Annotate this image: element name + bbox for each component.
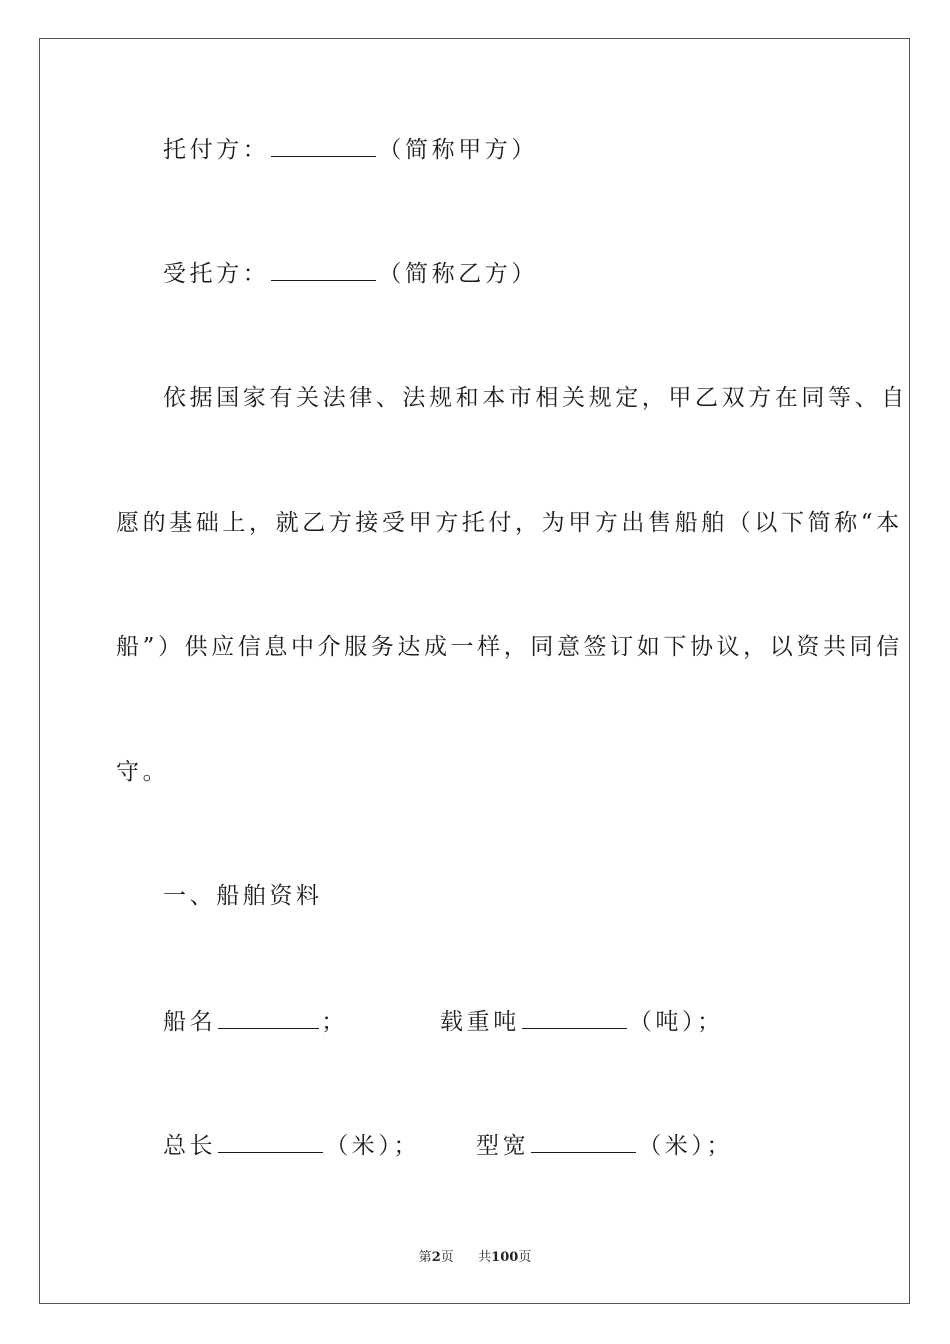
intro-line-2: 愿的基础上，就乙方接受甲方托付，为甲方出售船舶（以下简称“本	[116, 510, 903, 536]
ship-name-blank[interactable]	[218, 1006, 319, 1029]
intro-line-4: 守。	[116, 759, 170, 785]
intro-line-1: 依据国家有关法律、法规和本市相关规定，甲乙双方在同等、自	[163, 385, 908, 411]
page-prefix: 第	[418, 1250, 432, 1265]
page-border	[39, 38, 910, 1304]
deadweight-field	[440, 1006, 724, 1037]
breadth-label: 型宽	[476, 1133, 530, 1159]
breadth-suffix: （米）；	[638, 1133, 734, 1159]
consignor-label: 托付方：	[163, 137, 270, 163]
breadth-field	[476, 1130, 733, 1161]
consignee-label: 受托方：	[163, 261, 270, 287]
consignor-blank[interactable]	[271, 134, 376, 157]
ship-name-suffix: ；	[321, 1009, 348, 1035]
length-blank[interactable]	[218, 1130, 323, 1153]
deadweight-suffix: （吨）；	[628, 1009, 724, 1035]
deadweight-label: 载重吨	[440, 1009, 520, 1035]
page-suffix: 页	[440, 1250, 454, 1265]
page-number: 2	[431, 1250, 441, 1265]
ship-name-field	[163, 1006, 348, 1037]
total-suffix: 页	[518, 1250, 532, 1265]
breadth-blank[interactable]	[531, 1130, 636, 1153]
page-footer	[0, 1246, 950, 1265]
length-field	[163, 1130, 420, 1161]
length-label: 总长	[163, 1133, 217, 1159]
consignor-suffix: （简称甲方）	[378, 137, 539, 163]
total-prefix: 共	[478, 1250, 492, 1265]
section-heading: 一、船舶资料	[163, 883, 323, 909]
total-pages: 100	[491, 1250, 519, 1265]
consignor-line	[163, 134, 538, 165]
length-suffix: （米）；	[325, 1133, 421, 1159]
deadweight-blank[interactable]	[522, 1006, 627, 1029]
intro-line-3: 船”）供应信息中介服务达成一样，同意签订如下协议，以资共同信	[116, 634, 903, 660]
consignee-line	[163, 258, 538, 289]
ship-name-label: 船名	[163, 1009, 217, 1035]
consignee-suffix: （简称乙方）	[378, 261, 539, 287]
consignee-blank[interactable]	[271, 258, 376, 281]
